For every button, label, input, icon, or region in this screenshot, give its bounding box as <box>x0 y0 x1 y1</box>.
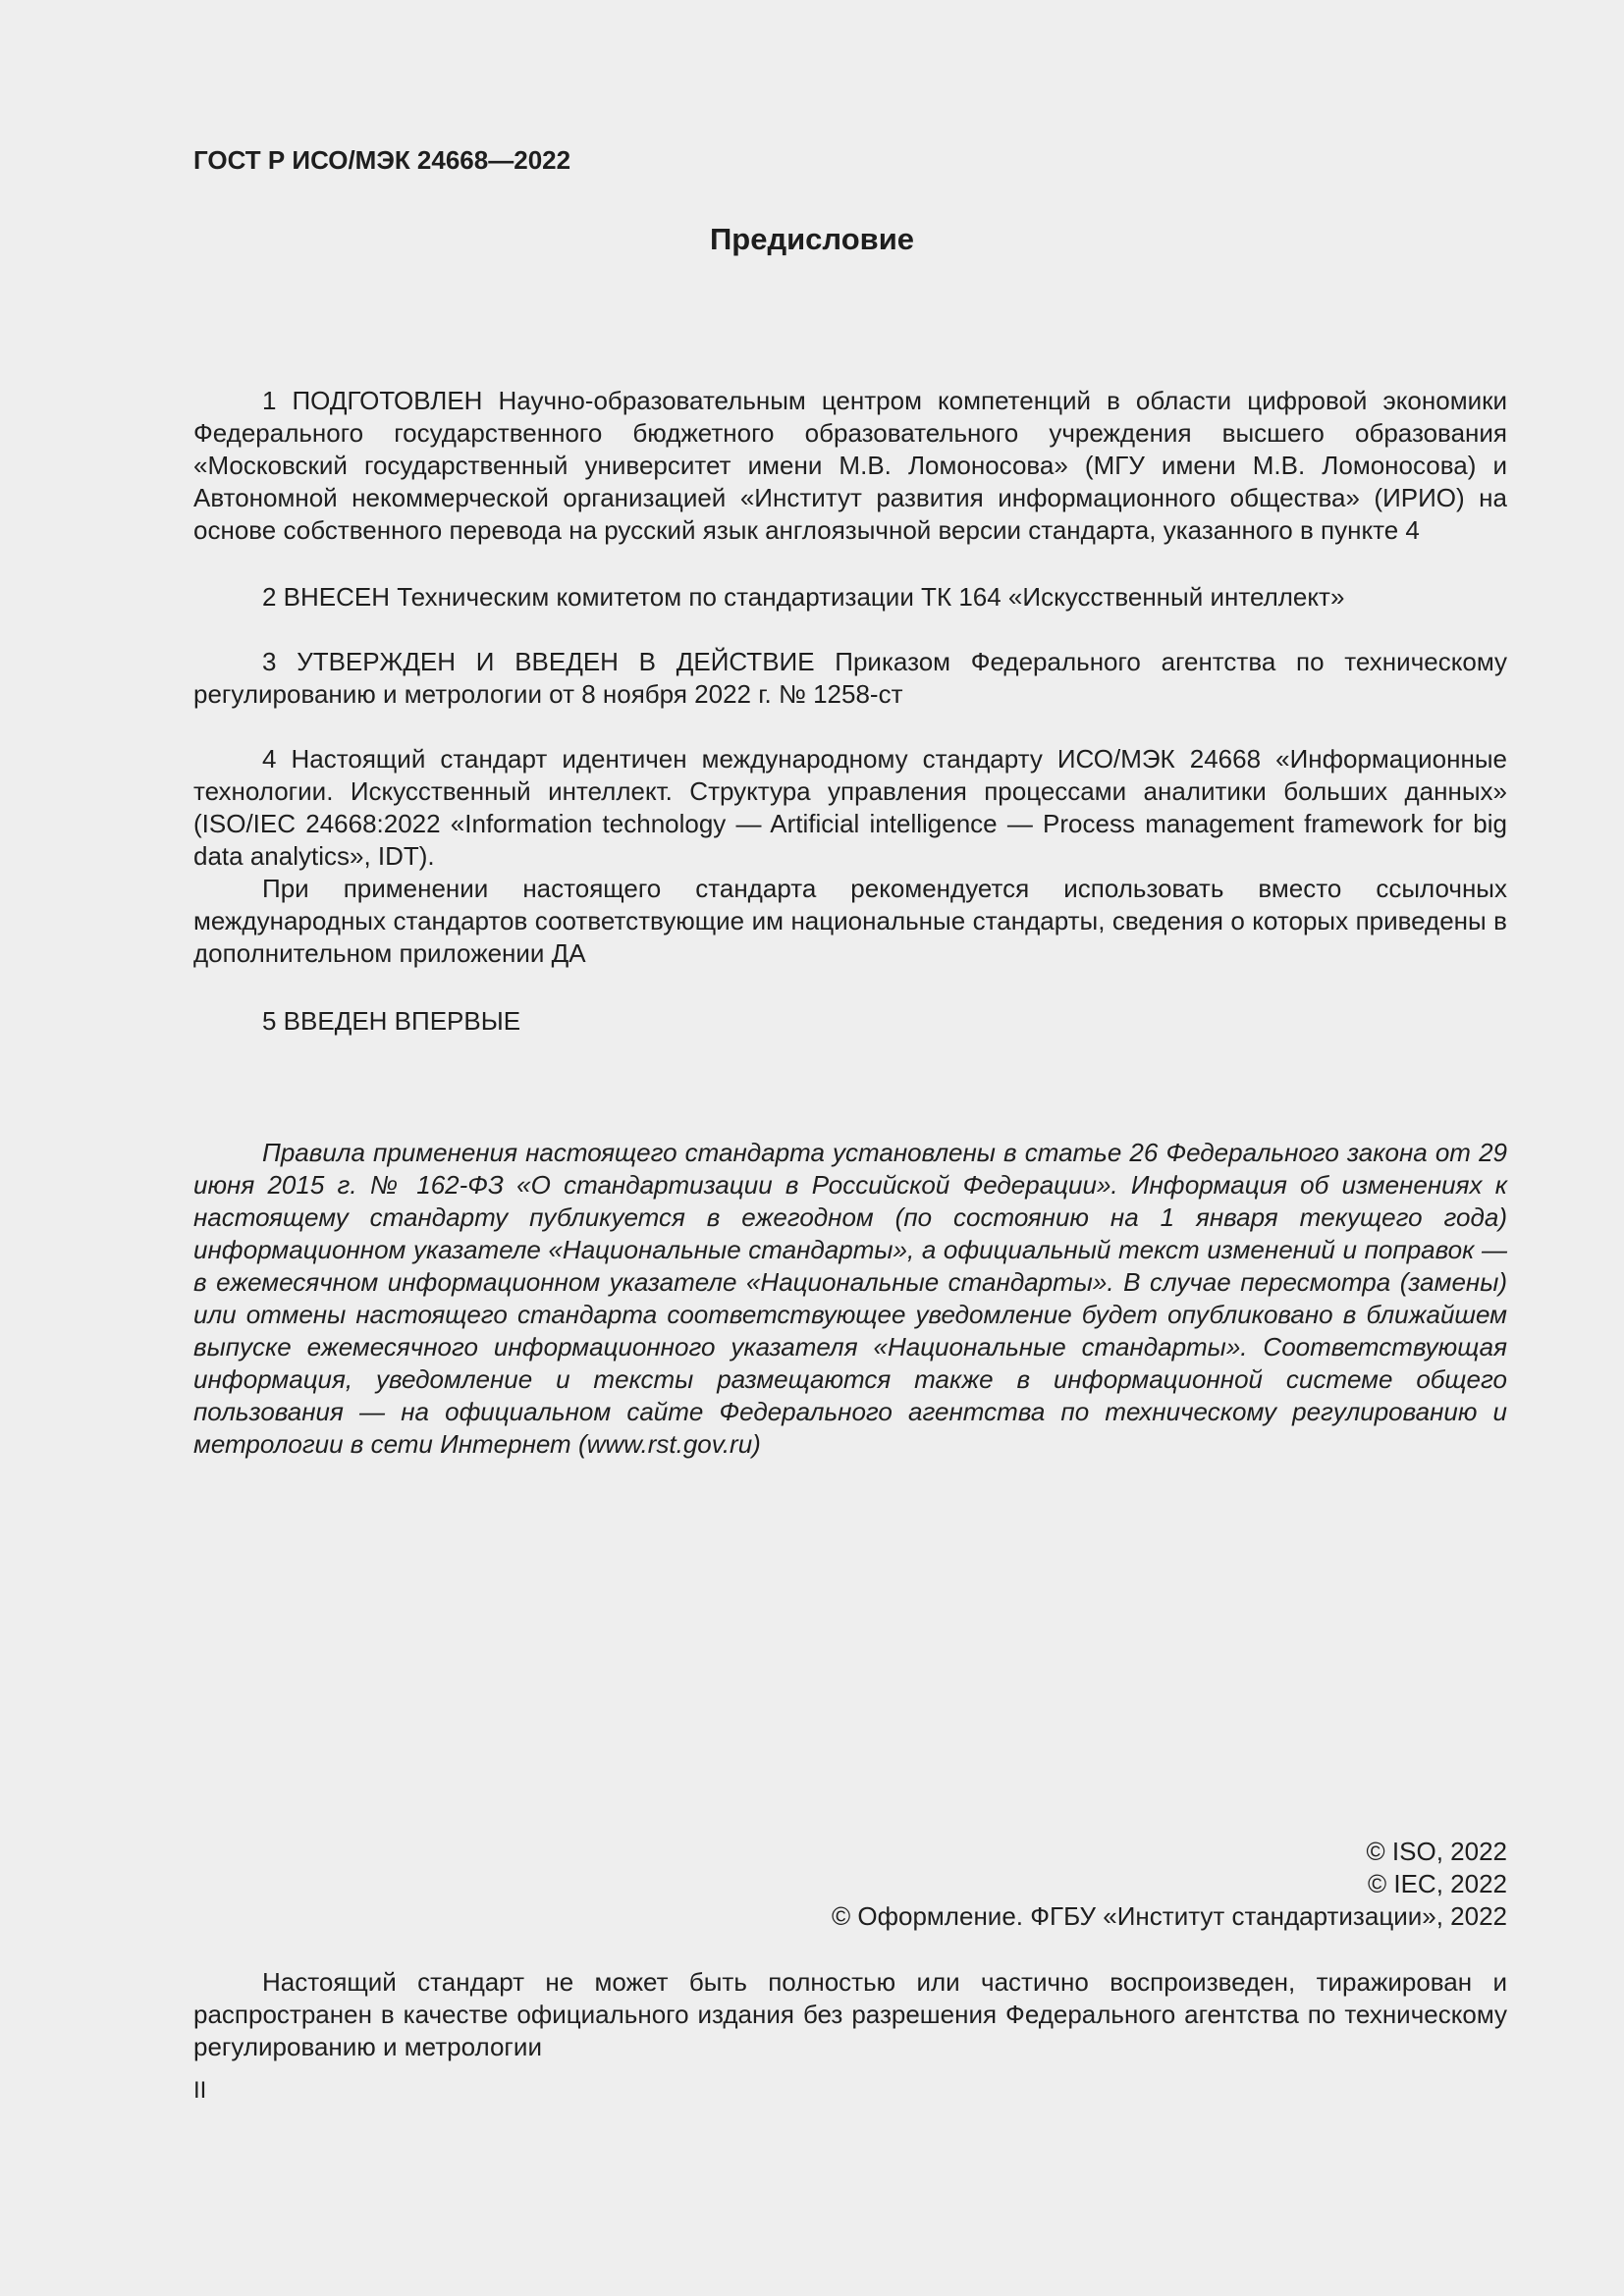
page-number: II <box>193 2077 207 2104</box>
preface-item-3 <box>193 646 1507 711</box>
copyright-iso: © ISO, 2022 <box>1366 1837 1507 1866</box>
document-code: ГОСТ Р ИСО/МЭК 24668—2022 <box>193 145 571 175</box>
reproduction-notice-text: Настоящий стандарт не может быть полностью или частично воспроизведен, тиражирован и распространен в качестве официального издания без разрешения Федерального агентства по техническому регулированию и метрологии <box>193 1967 1507 2061</box>
copyright-design: © Оформление. ФГБУ «Институт стандартизации», 2022 <box>832 1901 1507 1931</box>
rules-notice <box>193 1137 1507 1461</box>
rules-notice-text: Правила применения настоящего стандарта установлены в статье 26 Федерального закона от 29 июня 2015 г. № 162-ФЗ «О стандартизации в Российской Федерации». Информация об изменениях к настоящему стандарту публикуется в ежегодном (по состоянию на 1 января текущего года) информационном указателе «Национальные стандарты», а официальный текст изменений и поправок — в ежемесячном информационном указателе «Национальные стандарты». В случае пересмотра (замены) или отмены настоящего стандарта соответствующее уведомление будет опубликовано в ближайшем выпуске ежемесячного информационного указателя «Национальные стандарты». Соответствующая информация, уведомление и тексты размещаются также в информационной системе общего пользования — на официальном сайте Федерального агентства по техническому регулированию и метрологии в сети Интернет (www.rst.gov.ru) <box>193 1138 1507 1459</box>
preface-item-3-text: 3 УТВЕРЖДЕН И ВВЕДЕН В ДЕЙСТВИЕ Приказом Федерального агентства по техническому регулированию и метрологии от 8 ноября 2022 г. № 1258-ст <box>193 647 1507 709</box>
reproduction-notice <box>193 1966 1507 2063</box>
preface-item-4 <box>193 743 1507 970</box>
preface-item-5-text: 5 ВВЕДЕН ВПЕРВЫЕ <box>262 1006 521 1036</box>
preface-item-4-note: При применении настоящего стандарта рекомендуется использовать вместо ссылочных международных стандартов соответствующие им национальные стандарты, сведения о которых приведены в дополнительном приложении ДА <box>193 874 1507 968</box>
copyright-iec: © IEC, 2022 <box>1367 1869 1507 1898</box>
preface-item-1 <box>193 385 1507 547</box>
preface-item-1-text: 1 ПОДГОТОВЛЕН Научно-образовательным центром компетенций в области цифровой экономики Федерального государственного бюджетного образовательного учреждения высшего образования «Московский государственный университет имени М.В. Ломоносова» (МГУ имени М.В. Ломоносова) и Автономной некоммерческой организацией «Институт развития информационного общества» (ИРИО) на основе собственного перевода на русский язык англоязычной версии стандарта, указанного в пункте 4 <box>193 386 1507 545</box>
preface-item-2 <box>193 581 1507 614</box>
preface-item-2-text: 2 ВНЕСЕН Техническим комитетом по стандартизации ТК 164 «Искусственный интеллект» <box>262 582 1345 612</box>
preface-item-4-text: 4 Настоящий стандарт идентичен международному стандарту ИСО/МЭК 24668 «Информационные технологии. Искусственный интеллект. Структура управления процессами аналитики больших данных» (ISO/IEC 24668:2022 «Information technology — Artificial intelligence — Process management framework for big data analytics», IDT). <box>193 744 1507 871</box>
page-title: Предисловие <box>709 222 914 256</box>
copyright-block <box>193 1836 1507 1933</box>
preface-item-5 <box>193 1005 1507 1038</box>
